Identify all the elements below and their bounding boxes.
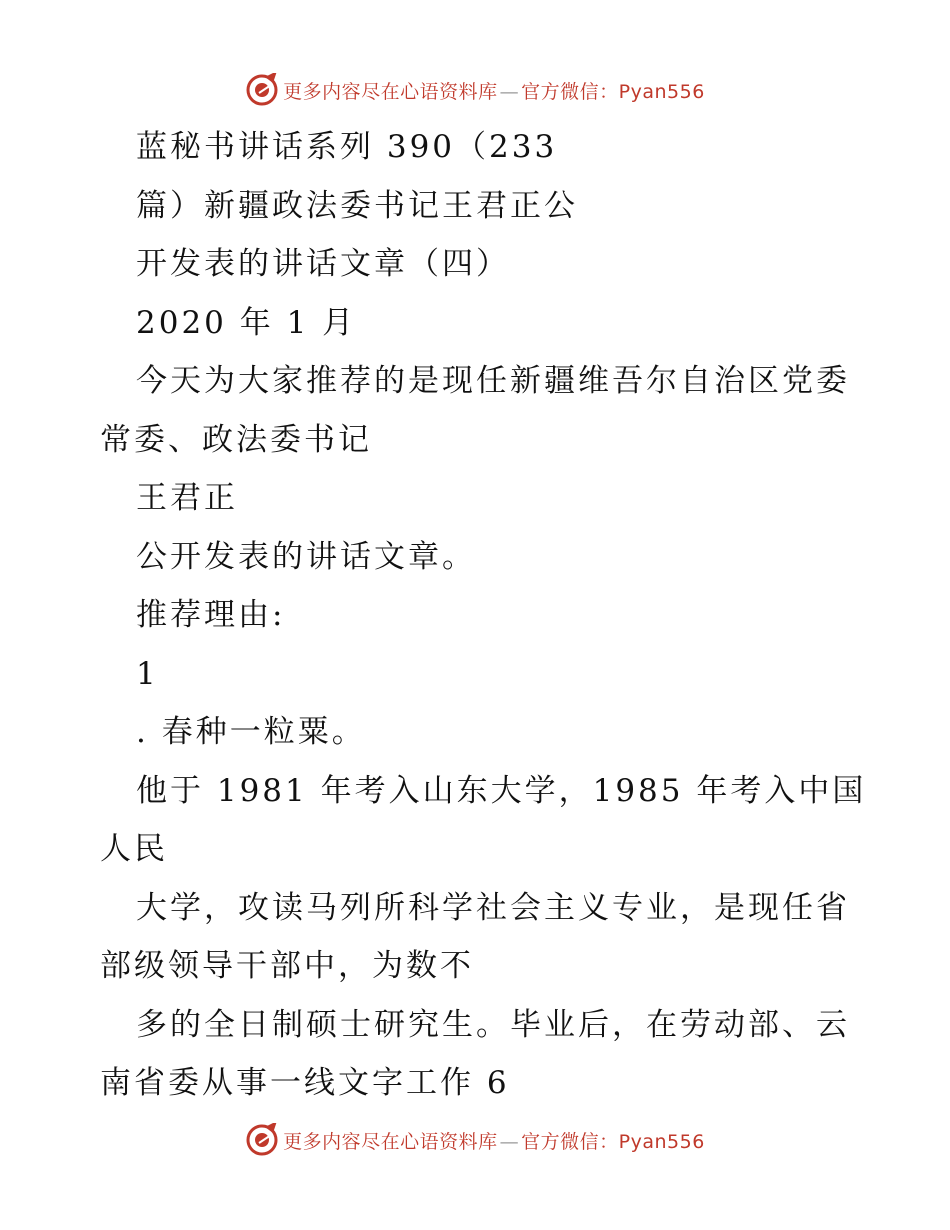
watermark-contact: 官方微信：Pyan556 (521, 1130, 705, 1153)
text-line: 常委、政法委书记 (100, 421, 372, 458)
text-line: 南省委从事一线文字工作 6 (100, 1065, 510, 1101)
logo-icon (245, 73, 279, 107)
text-line: 篇）新疆政法委书记王君正公 (136, 187, 578, 224)
text-line: 他于 1981 年考入山东大学，1985 年考入中国 (136, 772, 867, 809)
text-line: 王君正 (136, 480, 238, 516)
document-body (100, 118, 867, 1113)
text-line: 今天为大家推荐的是现任新疆维吾尔自治区党委 (136, 363, 850, 399)
watermark-dash: — (499, 1130, 520, 1153)
watermark-dash: — (499, 80, 520, 103)
watermark-text (283, 1127, 705, 1154)
text-line: 2020 年 1 月 (136, 304, 357, 341)
footer-watermark-banner (0, 1120, 950, 1160)
text-line: 部级领导干部中，为数不 (100, 948, 474, 984)
text-line: 1 (136, 655, 159, 692)
text-line: 公开发表的讲话文章。 (136, 538, 476, 575)
watermark-main: 更多内容尽在心语资料库 (283, 80, 498, 103)
text-line: 开发表的讲话文章（四） (136, 246, 510, 282)
watermark-text (283, 77, 705, 104)
text-line: 多的全日制硕士研究生。毕业后，在劳动部、云 (136, 1006, 850, 1043)
text-line: 推荐理由: (136, 597, 286, 633)
text-line: 人民 (100, 831, 168, 867)
text-line: . 春种一粒粟。 (136, 714, 366, 750)
text-line: 大学，攻读马列所科学社会主义专业，是现任省 (136, 889, 850, 926)
logo-icon (245, 1123, 279, 1157)
header-watermark-banner (0, 70, 950, 110)
watermark-contact: 官方微信：Pyan556 (521, 80, 705, 103)
text-line: 蓝秘书讲话系列 390（233 (136, 129, 558, 165)
watermark-main: 更多内容尽在心语资料库 (283, 1130, 498, 1153)
